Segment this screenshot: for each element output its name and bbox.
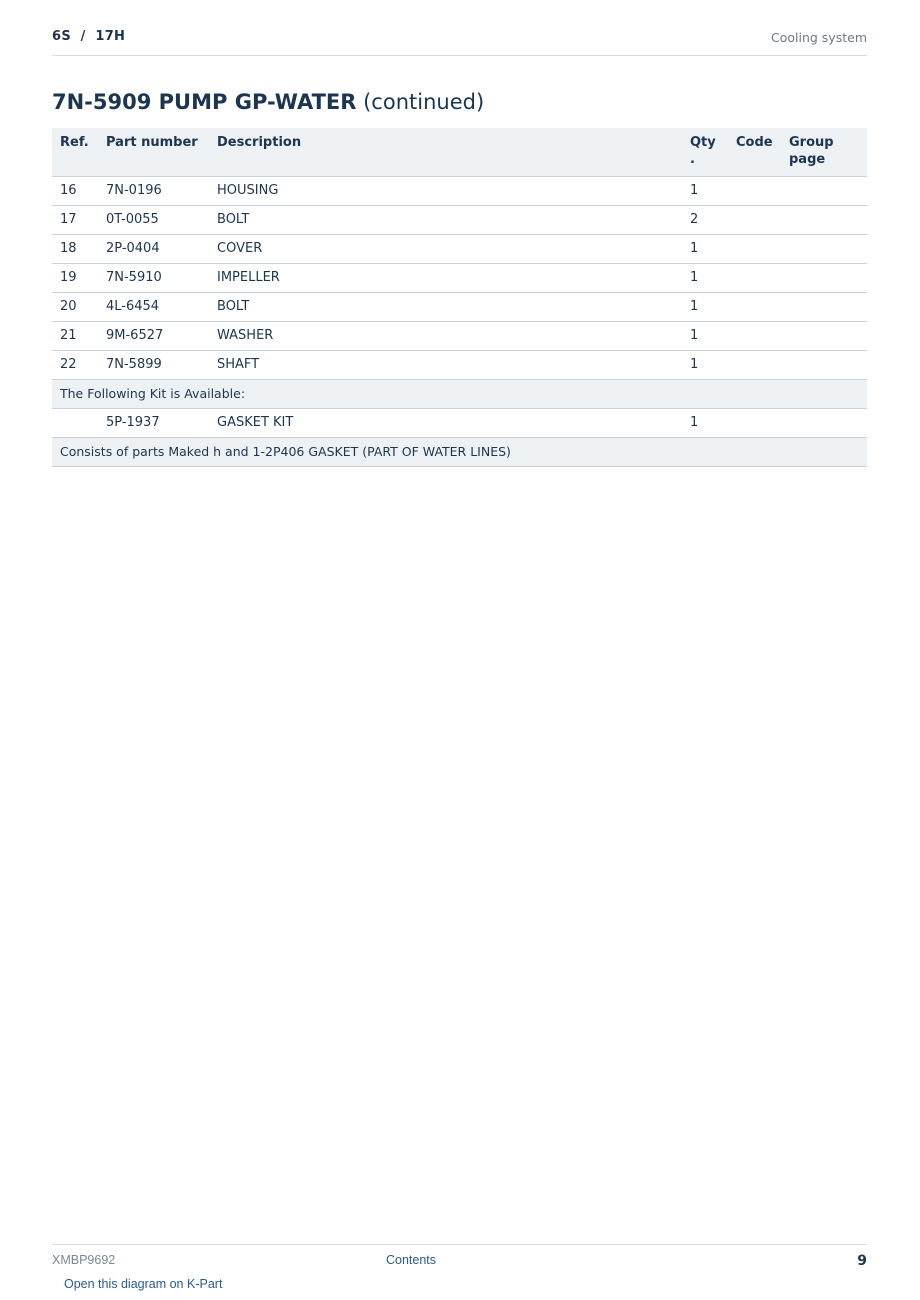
description-cell: BOLT <box>209 206 682 235</box>
breadcrumb: 6S / 17H <box>52 29 126 44</box>
description-cell: COVER <box>209 235 682 264</box>
ref-cell: 16 <box>52 177 98 206</box>
group-page-cell <box>781 264 867 293</box>
code-cell <box>728 177 781 206</box>
part-number-cell: 7N-5910 <box>98 264 209 293</box>
col-group-page-header: Group page <box>781 128 867 177</box>
code-cell <box>728 351 781 380</box>
col-description-header: Description <box>209 128 682 177</box>
kit-row <box>52 409 867 438</box>
col-qty-header: Qty . <box>682 128 728 177</box>
group-page-cell <box>781 293 867 322</box>
description-cell: IMPELLER <box>209 264 682 293</box>
table-row <box>52 206 867 235</box>
part-number-cell: 9M-6527 <box>98 322 209 351</box>
table-row <box>52 293 867 322</box>
ref-cell: 17 <box>52 206 98 235</box>
ref-cell: 22 <box>52 351 98 380</box>
qty-cell: 1 <box>682 264 728 293</box>
parts-table <box>52 128 867 467</box>
contents-link[interactable]: Contents <box>386 1253 437 1267</box>
description-cell: WASHER <box>209 322 682 351</box>
page-footer <box>52 1244 867 1291</box>
ref-cell: 21 <box>52 322 98 351</box>
page-number: 9 <box>857 1253 867 1269</box>
group-page-cell <box>781 206 867 235</box>
qty-cell: 1 <box>682 177 728 206</box>
document-id: XMBP9692 <box>52 1253 116 1267</box>
qty-cell: 1 <box>682 235 728 264</box>
table-row <box>52 322 867 351</box>
code-cell <box>728 322 781 351</box>
title-suffix: (continued) <box>363 90 485 114</box>
consists-note-row <box>52 438 867 467</box>
table-row <box>52 264 867 293</box>
ref-cell <box>52 409 98 438</box>
qty-cell: 2 <box>682 206 728 235</box>
table-row <box>52 351 867 380</box>
consists-note: Consists of parts Maked h and 1-2P406 GASKET (PART OF WATER LINES) <box>52 438 867 467</box>
code-cell <box>728 206 781 235</box>
description-cell: GASKET KIT <box>209 409 682 438</box>
table-row <box>52 177 867 206</box>
qty-cell: 1 <box>682 409 728 438</box>
table-row <box>52 235 867 264</box>
assembly-title: 7N-5909 PUMP GP-WATER <box>52 90 357 114</box>
description-cell: BOLT <box>209 293 682 322</box>
description-cell: HOUSING <box>209 177 682 206</box>
group-page-cell <box>781 177 867 206</box>
part-number-cell: 7N-5899 <box>98 351 209 380</box>
code-cell <box>728 409 781 438</box>
page-header <box>52 28 867 56</box>
part-number-cell: 7N-0196 <box>98 177 209 206</box>
code-cell <box>728 293 781 322</box>
open-kpart-link[interactable]: Open this diagram on K-Part <box>64 1277 223 1291</box>
qty-cell: 1 <box>682 322 728 351</box>
part-number-cell: 2P-0404 <box>98 235 209 264</box>
section-name: Cooling system <box>771 30 867 45</box>
qty-cell: 1 <box>682 351 728 380</box>
group-page-cell <box>781 351 867 380</box>
page-title <box>52 90 484 114</box>
kit-note: The Following Kit is Available: <box>52 380 867 409</box>
description-cell: SHAFT <box>209 351 682 380</box>
col-part-number-header: Part number <box>98 128 209 177</box>
group-page-cell <box>781 322 867 351</box>
part-number-cell: 5P-1937 <box>98 409 209 438</box>
ref-cell: 18 <box>52 235 98 264</box>
part-number-cell: 0T-0055 <box>98 206 209 235</box>
kit-note-row <box>52 380 867 409</box>
col-code-header: Code <box>728 128 781 177</box>
part-number-cell: 4L-6454 <box>98 293 209 322</box>
code-cell <box>728 264 781 293</box>
table-header-row <box>52 128 867 177</box>
group-page-cell <box>781 409 867 438</box>
ref-cell: 19 <box>52 264 98 293</box>
qty-cell: 1 <box>682 293 728 322</box>
col-ref-header: Ref. <box>52 128 98 177</box>
group-page-cell <box>781 235 867 264</box>
code-cell <box>728 235 781 264</box>
ref-cell: 20 <box>52 293 98 322</box>
